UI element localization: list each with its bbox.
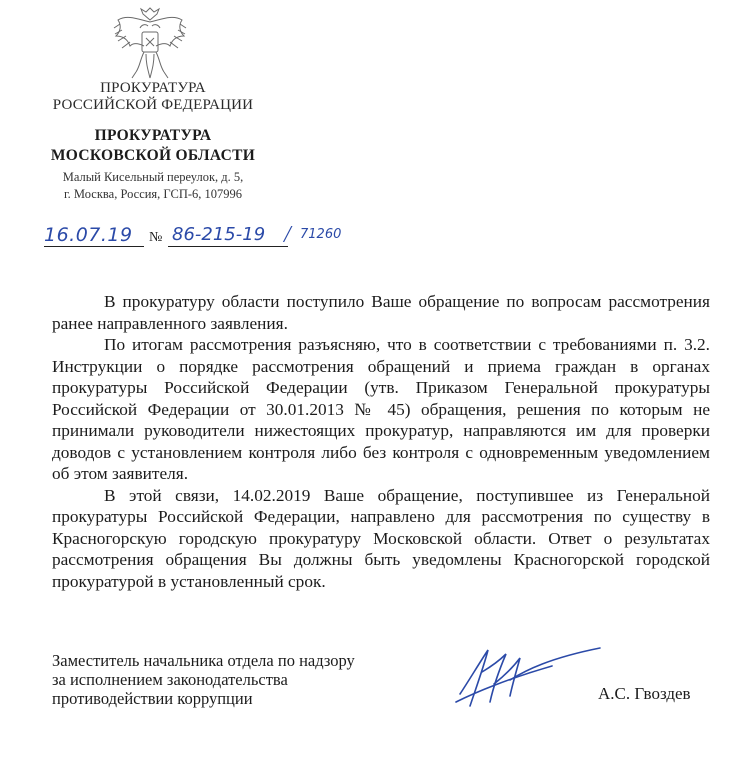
paragraph-3: В этой связи, 14.02.2019 Ваше обращение, поступившее из Генеральной прокуратуры Российской Федерации, направлено для рассмотрения по существу в Красногорскую городскую прокуратуру Московской области. Ответ о результатах рассмотрения обращения Вы должны быть уведомлены Красногорской городской прокуратурой в установленный срок. bbox=[52, 485, 710, 591]
paragraph-2: По итогам рассмотрения разъясняю, что в соответствии с требованиями п. 3.2. Инструкции о порядке рассмотрения обращений и приема граждан в органах прокуратуры Российской Федерации (утв. Приказом Генеральной прокуратуры Российской Федерации от 30.01.2013 № 45) обращения, решения по которым не принимали руководители нижестоящих прокуратур, направляются им для проверки доводов с установлением контроля либо без контроля с одновременным уведомлением об этом заявителя. bbox=[52, 335, 710, 483]
registration-block bbox=[44, 222, 364, 252]
registration-date: 16.07.19 bbox=[44, 224, 133, 246]
address-line-1: Малый Кисельный переулок, д. 5, bbox=[62, 170, 244, 184]
office-address bbox=[44, 169, 262, 203]
handwritten-signature bbox=[440, 632, 610, 732]
number-underline bbox=[168, 246, 288, 247]
position-line-2: за исполнением законодательства bbox=[52, 670, 288, 689]
prosecutor-general-title bbox=[50, 80, 256, 114]
slash-separator: / bbox=[284, 222, 291, 248]
date-underline bbox=[44, 246, 144, 247]
letter-body bbox=[52, 291, 710, 592]
office-line-1: ПРОКУРАТУРА bbox=[94, 127, 212, 144]
signatory-position bbox=[52, 651, 412, 708]
org-line-2: РОССИЙСКОЙ ФЕДЕРАЦИИ bbox=[52, 97, 254, 113]
regional-office-title bbox=[44, 126, 262, 166]
paragraph-1: В прокуратуру области поступило Ваше обращение по вопросам рассмотрения ранее направленного заявления. bbox=[52, 292, 710, 333]
registration-number: 86-215-19 bbox=[172, 224, 266, 245]
position-line-3: противодействии коррупции bbox=[52, 689, 253, 708]
office-line-2: МОСКОВСКОЙ ОБЛАСТИ bbox=[50, 147, 256, 164]
number-sign: № bbox=[149, 230, 163, 245]
address-line-2: г. Москва, Россия, ГСП-6, 107996 bbox=[63, 187, 243, 201]
org-line-1: ПРОКУРАТУРА bbox=[100, 80, 206, 96]
registration-suffix: 71260 bbox=[300, 227, 342, 242]
signer-name: А.С. Гвоздев bbox=[598, 684, 691, 703]
position-line-1: Заместитель начальника отдела по надзору bbox=[52, 651, 355, 670]
coat-of-arms-emblem bbox=[110, 6, 190, 82]
